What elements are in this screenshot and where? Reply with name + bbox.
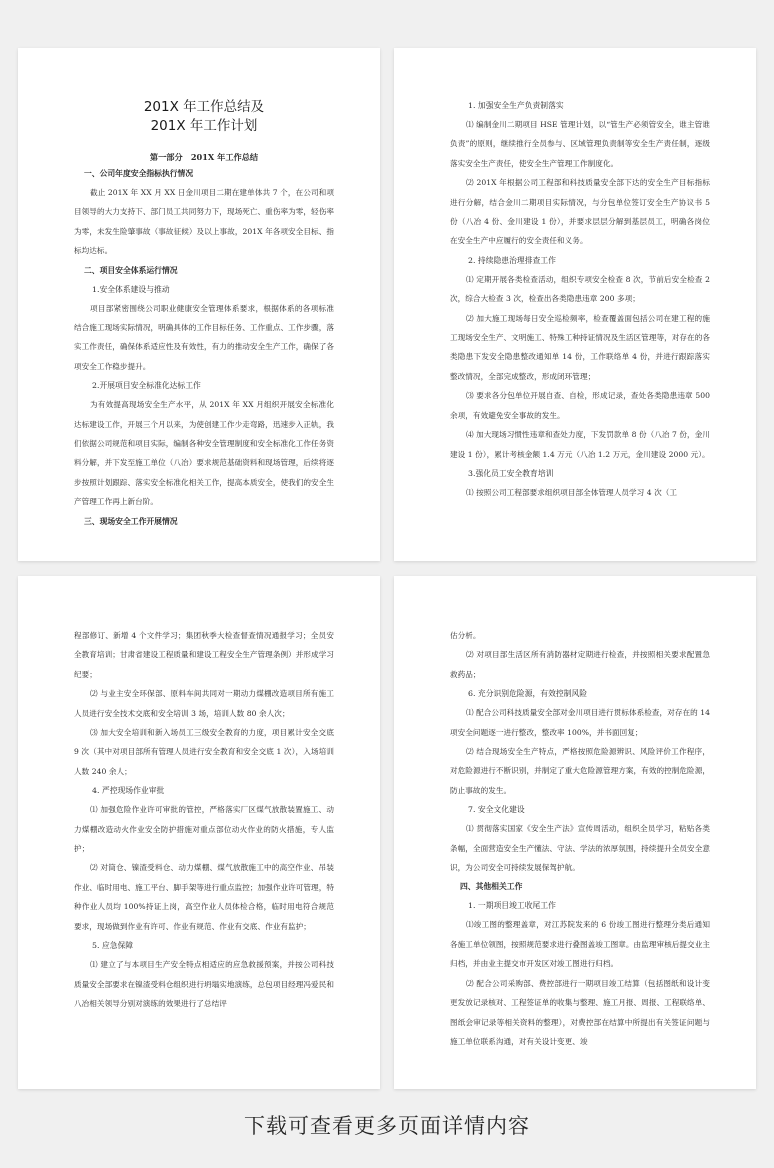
document-page-4 — [394, 576, 756, 1089]
paragraph: 为有效提高现场安全生产水平，从 201X 年 XX 月组织开展安全标准化达标建设工作，开展三个月以来，为使创建工作少走弯路，迅速步入正轨，我们依据公司规范和项目实际，编制各种安全管理制度和安全标准化工作任务资料分解，并下发至施工单位（八冶）要求规范基础资料和现场管理，后续将逐步按照计划跟踪、落实安全标准化相关工作，提高本质安全，使我们的安全生产管理工作再上新台阶。 — [74, 400, 334, 507]
document-page-3 — [18, 576, 380, 1089]
paragraph: ⑴ 加强危险作业许可审批的管控，严格落实厂区煤气放散装置施工、动力煤棚改造动火作业安全防护措施对重点部位动火作业的防火措施，专人监护； — [74, 805, 334, 854]
paragraph: 截止 201X 年 XX 月 XX 日金川项目二期在建单体共 7 个，在公司和项目领导的大力支持下、部门员工共同努力下，现场死亡、重伤率为零，轻伤率为零，未发生险肇事故（事故征候）及以上事故，201X 年各项安全目标、指标均达标。 — [74, 188, 334, 256]
paragraph: ⑶ 要求各分包单位开展自查、自检，形成记录，查处各类隐患违章 500 余项，有效避免安全事故的发生。 — [450, 391, 710, 420]
paragraph: ⑴ 定期开展各类检查活动，组织专项安全检查 8 次，节前后安全检查 2 次，综合大检查 3 次，检查出各类隐患违章 200 多项； — [450, 274, 710, 304]
subsection-heading: 5. 应急保障 — [92, 941, 134, 951]
section-heading: 三、现场安全工作开展情况 — [84, 516, 178, 526]
section-heading: 二、项目安全体系运行情况 — [84, 265, 178, 275]
download-prompt-text: 下载可查看更多页面详情内容 — [244, 1114, 530, 1138]
paragraph: 项目部紧密围绕公司职业健康安全管理体系要求，根据体系的各项标准结合施工现场实际情况，明确具体的工作目标任务、工作重点、工作步骤，落实工作责任，确保体系适应性及有效性，有力的推动安全生产工作，确保了各项安全工作稳步提升。 — [74, 303, 334, 371]
paragraph: ⑴ 编制金川二期项目 HSE 管理计划，以“管生产必须管安全，谁主管谁负责”的原则，继续推行全员参与、区域管理负责制等安全生产责任制，逐级落实安全生产责任，使安全生产管理工作制度化。 — [450, 120, 710, 168]
subsection-heading: 1. 一期项目竣工收尾工作 — [468, 901, 556, 911]
paragraph: ⑵ 201X 年根据公司工程部和科技质量安全部下达的安全生产目标指标进行分解，结合金川二期项目实际情况，与分包单位签订安全生产协议书 5 份（八冶 4 份、金川建设 1 份），并要求层层分解到基层员工，明确各岗位在安全生产中应履行的安全责任和义务。 — [450, 178, 710, 246]
subsection-heading: 7. 安全文化建设 — [468, 805, 525, 815]
paragraph: ⑴ 贯彻落实国家《安全生产法》宣传周活动，组织全员学习，粘贴各类条幅，全面营造安全生产懂法、守法、学法的浓厚氛围，持续提升全员安全意识，为公司安全可持续发展保驾护航。 — [450, 824, 710, 873]
section-heading: 一、公司年度安全指标执行情况 — [84, 169, 194, 178]
paragraph: ⑵ 配合公司采购部、费控部进行一期项目竣工结算（包括图纸和设计变更发放记录核对、工程签证单的收集与整理、施工月报、周报、工程联络单、图纸会审记录等相关资料的整理），对费控部在结算中所提出有关签证问题与施工单位联系沟通，对有关设计变更、竣 — [450, 978, 710, 1046]
subsection-heading: 4. 严控现场作业审批 — [92, 786, 165, 796]
paragraph: 程部修订、新增 4 个文件学习；集团秋季大检查督查情况通报学习；全员安全教育培训；甘肃省建设工程质量和建设工程安全生产管理条例）并形成学习纪要； — [74, 631, 334, 679]
document-page-1 — [18, 48, 380, 561]
subsection-heading: 1.安全体系建设与推动 — [92, 284, 170, 294]
page-content — [394, 576, 756, 1051]
subsection-heading: 2.开展项目安全标准化达标工作 — [92, 381, 201, 391]
page-content — [394, 48, 756, 502]
paragraph: ⑷ 加大现场习惯性违章和查处力度，下发罚款单 8 份（八冶 7 份，金川建设 1 份），累计考核金额 1.4 万元（八冶 1.2 万元，金川建设 2000 元）。 — [450, 430, 710, 459]
page-content — [18, 576, 380, 1013]
subsection-heading: 1. 加强安全生产负责制落实 — [468, 101, 564, 110]
paragraph: ⑵ 与业主安全环保部、原料车间共同对一期动力煤棚改造项目所有施工人员进行安全技术交底和安全培训 3 场，培训人数 80 余人次； — [74, 689, 334, 718]
paragraph: ⑵ 对筒仓、镍渣受料仓、动力煤棚、煤气放散施工中的高空作业、吊装作业、临时用电、施工平台、脚手架等进行重点监控；加强作业许可管理，特种作业人员均 100%持证上岗，高空作业人员体检合格，临时用电符合规范要求，现场做到作业有许可、作业有规范、作业有交底、作业有监护； — [74, 863, 334, 931]
subsection-heading: 2. 持续隐患治理排查工作 — [468, 255, 556, 265]
paragraph: ⑴ 配合公司科技质量安全部对金川项目进行贯标体系检查，对存在的 14 项安全问题逐一进行整改，整改率 100%，并书面回复； — [450, 708, 710, 737]
paragraph: ⑴ 建立了与本项目生产安全特点相适应的应急救援预案，并按公司科技质量安全部要求在镍渣受料仓组织进行坍塌实地演练，总包项目经理冯爱民和八冶相关领导分别对演练的效果进行了总结评 — [74, 960, 334, 1008]
document-page-2 — [394, 48, 756, 561]
document-title-line2: 201X 年工作计划 — [150, 118, 258, 134]
subsection-heading: 3.强化员工安全教育培训 — [468, 468, 554, 478]
page-content — [18, 48, 380, 531]
subsection-heading: 6. 充分识别危险源，有效控制风险 — [468, 689, 588, 699]
paragraph: ⑵ 加大施工现场每日安全巡检频率，检查覆盖面包括公司在建工程的施工现场安全生产、文明施工、特殊工种持证情况及生活区管理等，对存在的各类隐患下发安全隐患整改通知单 14 份，工作联络单 4 份，并进行跟踪落实整改情况，全部完成整改，形成闭环管理； — [450, 313, 710, 381]
paragraph: ⑵ 对项目部生活区所有消防器材定期进行检查，并按照相关要求配置急救药品； — [450, 650, 710, 679]
paragraph: ⑴竣工图的整理盖章，对江苏院发来的 6 份竣工图进行整理分类后通知各施工单位领图，按照规范要求进行叠图盖竣工图章。由监理审核后提交业主归档，并由业主提交市开发区对竣工图进行归档。 — [450, 920, 710, 969]
part-heading: 第一部分 201X 年工作总结 — [149, 152, 259, 162]
section-heading: 四、其他相关工作 — [460, 882, 523, 892]
paragraph: 估分析。 — [450, 631, 481, 640]
paragraph: ⑶ 加大安全培训和新入场员工三级安全教育的力度，项目累计安全交底 9 次（其中对项目部所有管理人员进行安全教育和安全交底 1 次），入场培训人数 240 余人； — [74, 728, 334, 776]
paragraph: ⑴ 按照公司工程部要求组织项目部全体管理人员学习 4 次（工 — [466, 487, 678, 497]
paragraph: ⑵ 结合现场安全生产特点，严格按照危险源辨识、风险评价工作程序，对危险源进行不断识别，并制定了重大危险源管理方案，有效的控制危险源，防止事故的发生。 — [450, 747, 710, 795]
document-title-line1: 201X 年工作总结及 — [143, 99, 265, 115]
